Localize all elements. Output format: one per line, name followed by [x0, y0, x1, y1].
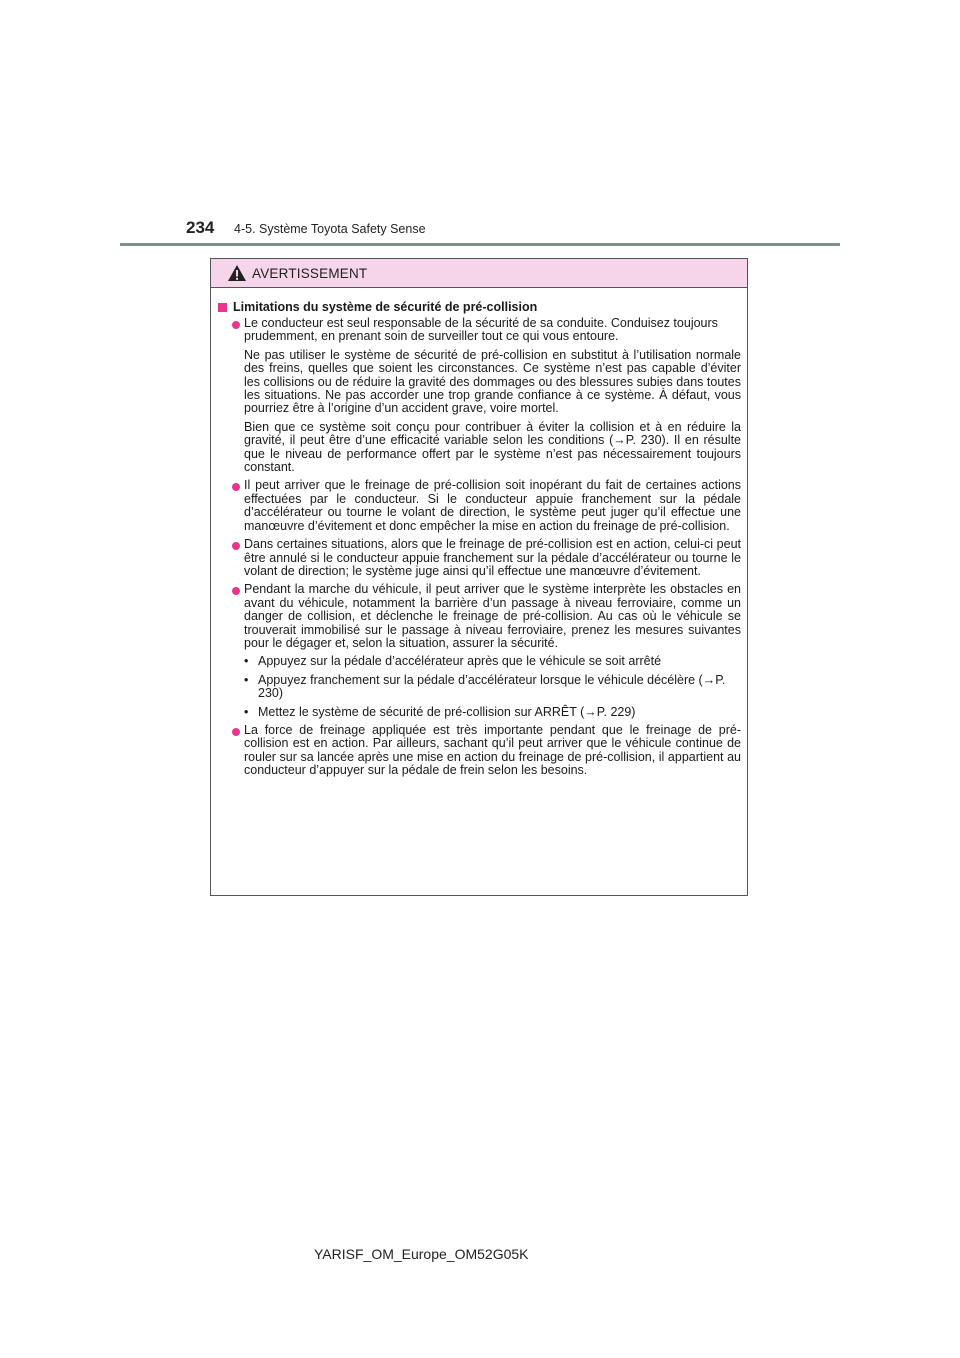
sub-list-text: Appuyez sur la pédale d’accélérateur après que le véhicule se soit arrêté [258, 654, 662, 669]
sub-list-text: Mettez le système de sécurité de pré-collision sur ARRÊT (→P. 229) [258, 704, 636, 719]
sub-list-item [244, 674, 741, 701]
paragraph: Bien que ce système soit conçu pour contribuer à éviter la collision et à en réduire la gravité, il peut être d’une efficacité variable selon les conditions (→P. 230). Il en résulte que le niveau de performance offert par le système n’est pas nécessairement toujours constant. [244, 419, 741, 475]
bullet-dot-icon [232, 542, 240, 550]
bullet-dot-icon [232, 587, 240, 595]
bullet-dot-icon [232, 321, 240, 329]
sub-list [244, 655, 741, 719]
paragraph: Pendant la marche du véhicule, il peut arriver que le système interprète les obstacles en avant du véhicule, notamment la barrière d’un passage à niveau ferroviaire, comme un danger de collision, et déclenche le freinage de pré-collision. Au cas où le véhicule se trouverait immobilisé sur le passage à niveau ferroviaire, prenez les mesures suivantes pour le dégager et, selon la situation, assurer la sécurité. [244, 582, 741, 650]
paragraph: La force de freinage appliquée est très importante pendant que le freinage de pré-collision est en action. Par ailleurs, sachant qu’il peut arriver que le véhicule continue de rouler sur sa lancée après une mise en action du freinage de pré-collision, il appartient au conducteur d’appuyer sur la pédale de frein selon les besoins. [244, 722, 741, 778]
warning-triangle-icon [227, 264, 247, 282]
sub-bullet-icon: • [244, 704, 249, 719]
sub-list-item [244, 706, 741, 719]
paragraph: Dans certaines situations, alors que le freinage de pré-collision est en action, celui-ci peut être annulé si le conducteur appuie franchement sur la pédale d’accélérateur ou tourne le volant de direction; le système juge ainsi qu’il effectue une manœuvre d’évitement. [244, 537, 741, 578]
paragraph: Le conducteur est seul responsable de la sécurité de sa conduite. Conduisez toujours prudemment, en prenant soin de surveiller tout ce qui vous entoure. [244, 316, 718, 344]
square-bullet-icon [218, 303, 227, 312]
footer-document-code: YARISF_OM_Europe_OM52G05K [314, 1246, 529, 1262]
bullet-dot-icon [232, 728, 240, 736]
page-number: 234 [186, 218, 215, 237]
list-item [217, 538, 741, 578]
sub-list-text: Appuyez franchement sur la pédale d’accélérateur lorsque le véhicule décélère (→P. 230) [258, 672, 726, 701]
section-title: 4-5. Système Toyota Safety Sense [234, 222, 426, 236]
warning-subtitle [217, 300, 741, 314]
warning-body [211, 288, 747, 778]
sub-bullet-icon: • [244, 654, 249, 669]
warning-box [210, 258, 748, 896]
paragraph: Il peut arriver que le freinage de pré-collision soit inopérant du fait de certaines actions effectuées par le conducteur. Si le conducteur appuie franchement sur la pédale d’accélérateur ou tourne le volant de direction, le système peut juger qu’il effectue une manœuvre d’évitement et donc empêcher la mise en action du freinage de pré-collision. [244, 478, 741, 533]
warning-header [211, 259, 747, 288]
list-item [217, 479, 741, 533]
warning-label: AVERTISSEMENT [252, 265, 368, 281]
sub-list-item [244, 655, 741, 668]
list-item [217, 317, 741, 474]
paragraph: Ne pas utiliser le système de sécurité de pré-collision en substitut à l’utilisation normale des freins, quelles que soient les circonstances. Ce système n’est pas capable d’éviter les collisions ou de réduire la gravité des dommages ou des blessures subies dans toutes les situations. Ne pas accorder une trop grande confiance à ce système. À défaut, vous pourriez être à l’origine d’un accident grave, voire mortel. [244, 347, 741, 416]
list-item [217, 724, 741, 778]
warning-subtitle-text: Limitations du système de sécurité de pré-collision [233, 300, 538, 314]
bullet-dot-icon [232, 483, 240, 491]
list-item [217, 583, 741, 719]
header-rule [120, 243, 840, 246]
sub-bullet-icon: • [244, 672, 249, 687]
